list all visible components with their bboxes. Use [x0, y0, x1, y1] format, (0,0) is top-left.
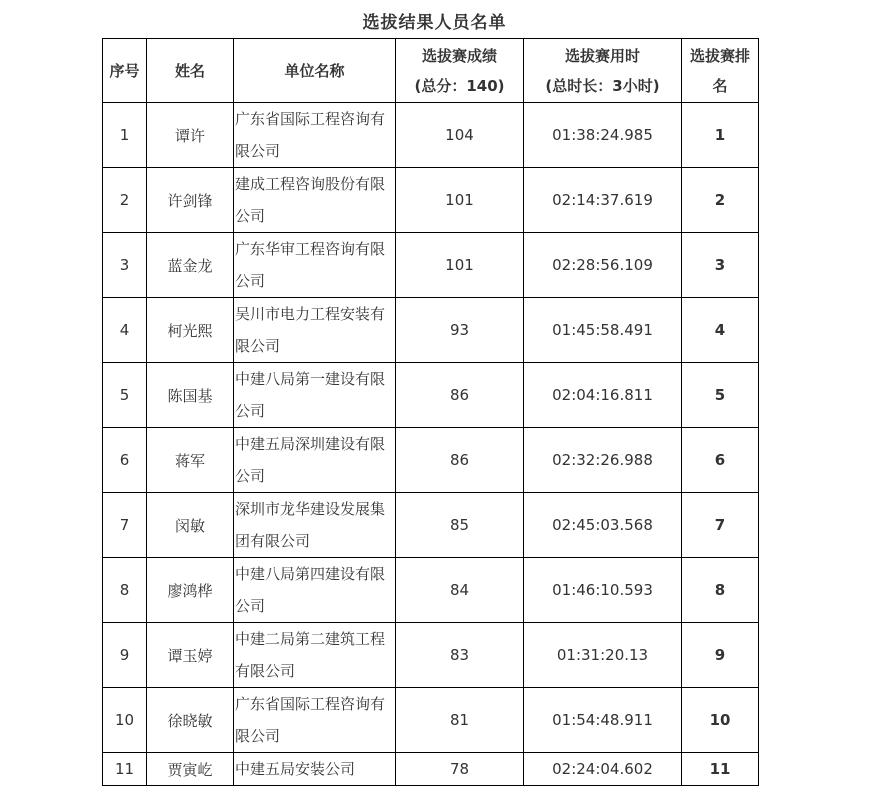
header-name: 姓名 — [147, 39, 234, 103]
cell-score: 86 — [396, 363, 524, 428]
cell-score: 83 — [396, 623, 524, 688]
table-row — [103, 103, 759, 168]
cell-name: 许剑锋 — [147, 168, 234, 233]
table-row — [103, 428, 759, 493]
cell-rank: 9 — [682, 623, 759, 688]
cell-no: 11 — [103, 753, 147, 786]
header-score-line1: 选拔赛成绩 — [421, 46, 497, 65]
cell-time: 01:45:58.491 — [524, 298, 682, 363]
cell-name: 闵敏 — [147, 493, 234, 558]
cell-time: 01:31:20.13 — [524, 623, 682, 688]
cell-no: 5 — [103, 363, 147, 428]
cell-no: 6 — [103, 428, 147, 493]
cell-name: 贾寅屹 — [147, 753, 234, 786]
cell-company: 广东省国际工程咨询有限公司 — [234, 688, 396, 753]
header-time — [524, 39, 682, 103]
table-row — [103, 298, 759, 363]
cell-rank: 6 — [682, 428, 759, 493]
table-row — [103, 623, 759, 688]
cell-score: 81 — [396, 688, 524, 753]
cell-company: 深圳市龙华建设发展集团有限公司 — [234, 493, 396, 558]
cell-score: 85 — [396, 493, 524, 558]
cell-time: 01:54:48.911 — [524, 688, 682, 753]
cell-name: 谭许 — [147, 103, 234, 168]
results-table — [102, 38, 759, 786]
cell-name: 蒋军 — [147, 428, 234, 493]
cell-time: 02:32:26.988 — [524, 428, 682, 493]
cell-time: 02:24:04.602 — [524, 753, 682, 786]
cell-no: 9 — [103, 623, 147, 688]
cell-rank: 11 — [682, 753, 759, 786]
header-rank: 选拔赛排名 — [682, 39, 759, 103]
cell-rank: 2 — [682, 168, 759, 233]
cell-time: 01:38:24.985 — [524, 103, 682, 168]
cell-company: 中建五局安装公司 — [234, 753, 396, 786]
cell-time: 02:45:03.568 — [524, 493, 682, 558]
cell-rank: 8 — [682, 558, 759, 623]
cell-company: 建成工程咨询股份有限公司 — [234, 168, 396, 233]
header-score-line2: (总分：140) — [414, 76, 505, 95]
cell-name: 蓝金龙 — [147, 233, 234, 298]
cell-time: 02:04:16.811 — [524, 363, 682, 428]
cell-rank: 4 — [682, 298, 759, 363]
cell-no: 8 — [103, 558, 147, 623]
header-no: 序号 — [103, 39, 147, 103]
cell-name: 廖鸿桦 — [147, 558, 234, 623]
cell-no: 1 — [103, 103, 147, 168]
cell-score: 86 — [396, 428, 524, 493]
cell-company: 中建二局第二建筑工程有限公司 — [234, 623, 396, 688]
cell-time: 02:28:56.109 — [524, 233, 682, 298]
table-row — [103, 168, 759, 233]
cell-company: 吴川市电力工程安装有限公司 — [234, 298, 396, 363]
cell-company: 中建八局第四建设有限公司 — [234, 558, 396, 623]
header-time-line2: (总时长：3小时) — [545, 76, 660, 95]
cell-score: 104 — [396, 103, 524, 168]
cell-no: 10 — [103, 688, 147, 753]
cell-score: 93 — [396, 298, 524, 363]
cell-name: 陈国基 — [147, 363, 234, 428]
cell-company: 广东华审工程咨询有限公司 — [234, 233, 396, 298]
table-row — [103, 688, 759, 753]
cell-rank: 7 — [682, 493, 759, 558]
cell-time: 02:14:37.619 — [524, 168, 682, 233]
cell-rank: 3 — [682, 233, 759, 298]
cell-no: 4 — [103, 298, 147, 363]
cell-name: 徐晓敏 — [147, 688, 234, 753]
table-row — [103, 363, 759, 428]
table-header-row — [103, 39, 759, 103]
table-row — [103, 233, 759, 298]
cell-name: 谭玉婷 — [147, 623, 234, 688]
cell-company: 中建八局第一建设有限公司 — [234, 363, 396, 428]
cell-rank: 1 — [682, 103, 759, 168]
cell-score: 101 — [396, 168, 524, 233]
header-time-line1: 选拔赛用时 — [564, 46, 640, 65]
cell-rank: 10 — [682, 688, 759, 753]
table-row — [103, 558, 759, 623]
cell-name: 柯光熙 — [147, 298, 234, 363]
cell-company: 中建五局深圳建设有限公司 — [234, 428, 396, 493]
page-title: 选拔结果人员名单 — [362, 13, 507, 33]
cell-time: 01:46:10.593 — [524, 558, 682, 623]
cell-score: 78 — [396, 753, 524, 786]
cell-no: 3 — [103, 233, 147, 298]
cell-no: 7 — [103, 493, 147, 558]
cell-rank: 5 — [682, 363, 759, 428]
cell-score: 84 — [396, 558, 524, 623]
table-row — [103, 493, 759, 558]
cell-score: 101 — [396, 233, 524, 298]
cell-company: 广东省国际工程咨询有限公司 — [234, 103, 396, 168]
header-company: 单位名称 — [234, 39, 396, 103]
header-score — [396, 39, 524, 103]
cell-no: 2 — [103, 168, 147, 233]
table-row — [103, 753, 759, 786]
